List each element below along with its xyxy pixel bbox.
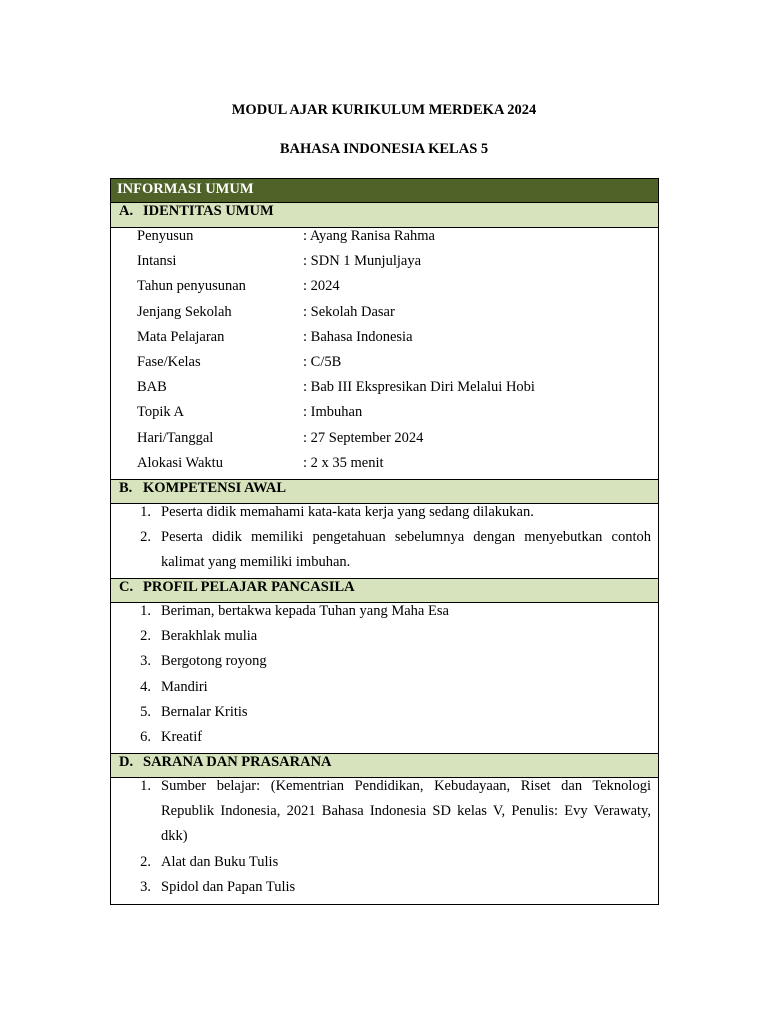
list-number: 3. <box>140 878 151 895</box>
identitas-row <box>111 329 658 354</box>
list-text: Beriman, bertakwa kepada Tuhan yang Maha Esa <box>161 603 449 619</box>
identitas-value: : Bab III Ekspresikan Diri Melalui Hobi <box>303 379 535 396</box>
list-number: 4. <box>140 678 151 695</box>
identitas-label: Jenjang Sekolah <box>137 303 232 320</box>
identitas-value: : 27 September 2024 <box>303 429 424 446</box>
list-text: Alat dan Buku Tulis <box>161 853 279 870</box>
identitas-value: : SDN 1 Munjuljaya <box>303 253 422 270</box>
document-subtitle: BAHASA INDONESIA KELAS 5 <box>279 141 489 157</box>
profil-code: C. <box>119 579 134 595</box>
identitas-label: Fase/Kelas <box>137 353 201 370</box>
list-number: 2. <box>140 853 151 870</box>
profil-heading: PROFIL PELAJAR PANCASILA <box>143 579 355 595</box>
identitas-row <box>111 430 658 455</box>
list-text: Bernalar Kritis <box>161 703 248 720</box>
identitas-label: Hari/Tanggal <box>137 429 214 446</box>
list-number: 2. <box>140 628 151 645</box>
identitas-code: A. <box>119 203 134 219</box>
list-number: 1. <box>140 603 151 619</box>
identitas-row <box>111 379 658 404</box>
identitas-row <box>111 354 658 379</box>
kompetensi-list <box>111 504 658 578</box>
identitas-label: Topik A <box>137 404 184 421</box>
identitas-value: : Ayang Ranisa Rahma <box>303 228 435 244</box>
list-item <box>111 879 651 904</box>
list-text: Berakhlak mulia <box>161 628 258 645</box>
list-text: Bergotong royong <box>161 653 267 670</box>
identitas-heading: IDENTITAS UMUM <box>143 203 274 219</box>
identitas-row <box>111 455 658 480</box>
identitas-row <box>111 278 658 303</box>
identitas-body <box>111 228 658 479</box>
document-title: MODUL AJAR KURIKULUM MERDEKA 2024 <box>231 102 537 118</box>
identitas-value: : C/5B <box>303 353 342 370</box>
sarana-list <box>111 778 658 904</box>
list-item <box>111 778 651 854</box>
identitas-value: : Imbuhan <box>303 404 363 421</box>
list-text: Kreatif <box>161 729 203 746</box>
identitas-row <box>111 228 658 253</box>
list-text: Sumber belajar: (Kementrian Pendidikan, Kebudayaan, Riset dan Teknologi Republik Indonesia, 2021 Bahasa Indonesia SD kelas V, Penulis: Evy Verawaty, dkk) <box>161 778 651 845</box>
identitas-value: : 2024 <box>303 278 340 295</box>
list-item <box>111 729 651 754</box>
identitas-label: Intansi <box>137 253 177 270</box>
list-number: 1. <box>140 778 151 794</box>
identitas-label: Tahun penyusunan <box>137 278 246 295</box>
kompetensi-heading: KOMPETENSI AWAL <box>143 480 287 496</box>
identitas-label: Penyusun <box>137 228 194 244</box>
list-number: 6. <box>140 729 151 746</box>
list-text: Peserta didik memiliki pengetahuan sebelumnya dengan menyebutkan contoh kalimat yang memiliki imbuhan. <box>161 529 651 571</box>
informasi-umum-header: INFORMASI UMUM <box>111 179 658 203</box>
identitas-value: : Sekolah Dasar <box>303 303 395 320</box>
list-text: Mandiri <box>161 678 208 695</box>
list-text: Spidol dan Papan Tulis <box>161 878 296 895</box>
sarana-code: D. <box>119 754 134 770</box>
identitas-label: Mata Pelajaran <box>137 328 225 345</box>
info-table <box>110 178 659 905</box>
profil-list <box>111 603 658 753</box>
list-text: Peserta didik memahami kata-kata kerja yang sedang dilakukan. <box>161 504 534 520</box>
sarana-heading: SARANA DAN PRASARANA <box>143 754 332 770</box>
identitas-label: BAB <box>137 379 167 396</box>
kompetensi-code: B. <box>119 480 133 496</box>
identitas-label: Alokasi Waktu <box>137 454 223 471</box>
identitas-value: : Bahasa Indonesia <box>303 328 413 345</box>
identitas-value: : 2 x 35 menit <box>303 454 384 471</box>
list-item <box>111 529 651 579</box>
list-number: 5. <box>140 703 151 720</box>
list-number: 2. <box>140 529 151 546</box>
identitas-row <box>111 404 658 429</box>
identitas-header <box>111 203 658 228</box>
identitas-row <box>111 253 658 278</box>
list-number: 3. <box>140 653 151 670</box>
identitas-row <box>111 304 658 329</box>
list-number: 1. <box>140 504 151 520</box>
